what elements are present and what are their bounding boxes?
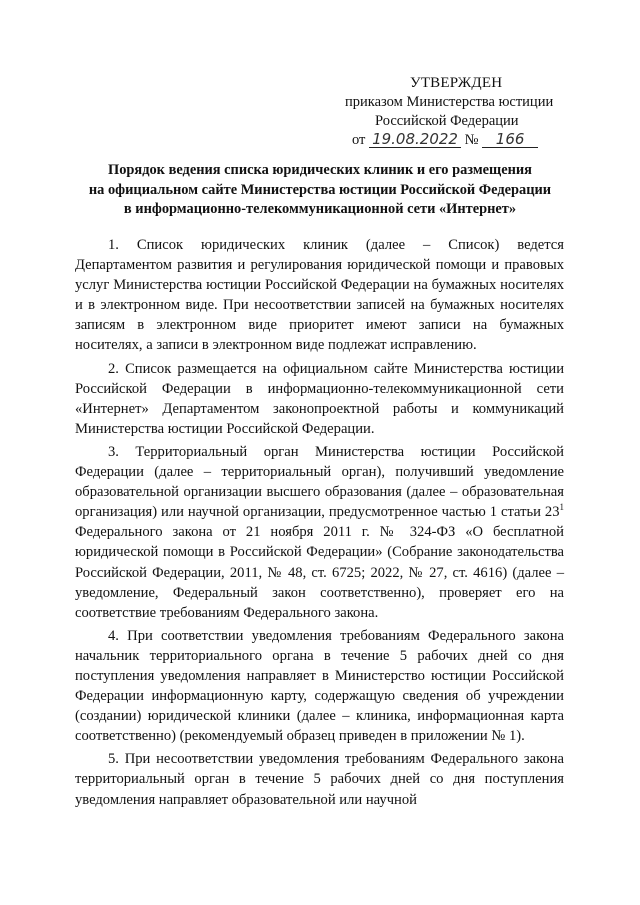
- paragraph-3-part-2: Федерального закона от 21 ноября 2011 г. № 324-ФЗ «О бесплатной юридической помощи в Российской Федерации» (Собрание законодательства Российской Федерации, 2011, № 48, ст. 6725; 2022, № 27, ст. 4616) (далее – уведомление, Федеральный закон соответственно), проверяет его на соответствие требованиям Федерального закона.: [75, 524, 564, 621]
- paragraph-3-part-1: 3. Территориальный орган Министерства юстиции Российской Федерации (далее – территориальный орган), получивший уведомление образовательной организации высшего образования (далее – образовательная организация) или научной организации, предусмотренное частью 1 статьи 23: [75, 443, 564, 521]
- date-prefix: от: [352, 132, 366, 148]
- title-line-2: на официальном сайте Министерства юстиции Российской Федерации: [88, 181, 552, 198]
- handwritten-number: 166: [482, 131, 538, 148]
- article-superscript: 1: [559, 502, 564, 513]
- approval-federation-line: Российской Федерации: [375, 113, 519, 129]
- paragraph-2: 2. Список размещается на официальном сайте Министерства юстиции Российской Федерации в информационно-телекоммуникационной сети «Интернет» Департаментом законопроектной работы и коммуникаций Министерства юстиции Российской Федерации.: [75, 360, 564, 437]
- approval-heading: УТВЕРЖДЕН: [410, 75, 503, 91]
- number-sign: №: [464, 132, 479, 148]
- approval-date-line: [330, 131, 580, 150]
- paragraph-5: 5. При несоответствии уведомления требованиям Федерального закона территориальный орган в течение 5 рабочих дней со дня поступления уведомления направляет образовательной или научной: [75, 751, 564, 808]
- approval-stamp: [330, 74, 580, 150]
- title-line-3: в информационно-телекоммуникационной сети «Интернет»: [123, 201, 517, 218]
- document-title: [70, 161, 570, 220]
- paragraph-1: 1. Список юридических клиник (далее – Список) ведется Департаментом развития и регулирования юридической помощи и правовых услуг Министерства юстиции Российской Федерации на бумажных носителях и в электронном виде. При несоответствии записей на бумажных носителях записям в электронном виде приоритет имеют записи на бумажных носителях, а записи в электронном виде подлежат исправлению.: [75, 237, 564, 354]
- title-line-1: Порядок ведения списка юридических клиник и его размещения: [108, 162, 532, 178]
- handwritten-date: 19.08.2022: [369, 131, 461, 148]
- document-body: [75, 235, 564, 813]
- approval-order-line: приказом Министерства юстиции: [345, 94, 554, 110]
- paragraph-3: [75, 442, 564, 623]
- paragraph-4: 4. При соответствии уведомления требованиям Федерального закона начальник территориального органа в течение 5 рабочих дней со дня поступления уведомления направляет в Министерство юстиции Российской Федерации информационную карту, содержащую сведения об учреждении (создании) юридической клиники (далее – клиника, информационная карта соответственно) (рекомендуемый образец приведен в приложении № 1).: [75, 627, 564, 745]
